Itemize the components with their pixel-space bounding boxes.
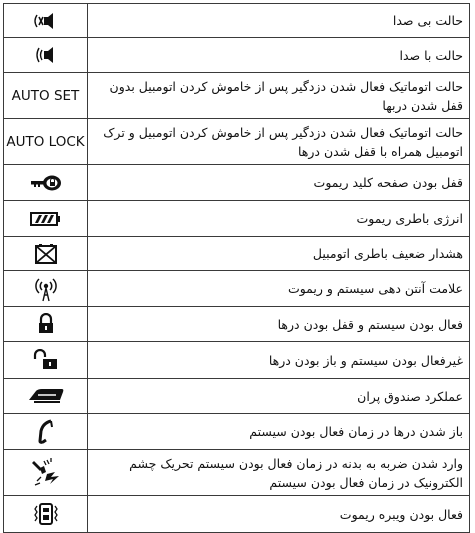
car-battery-warning-icon xyxy=(4,237,88,270)
row-description: انرژی باطری ریموت xyxy=(356,211,463,226)
remote-icon-legend-table xyxy=(3,3,470,533)
row-description: فعال بودن سیستم و قفل بودن درها xyxy=(277,316,463,332)
speaker-sound-icon xyxy=(4,38,88,72)
trunk-icon xyxy=(4,379,88,413)
table-row xyxy=(4,37,469,72)
table-row xyxy=(4,378,469,413)
table-row xyxy=(4,164,469,200)
speaker-muted-icon xyxy=(4,4,88,37)
row-description: حالت با صدا xyxy=(399,47,463,63)
antenna-icon xyxy=(4,271,88,306)
row-description: حالت اتوماتیک فعال شدن دزدگیر پس از خاموش کردن اتومبیل و ترک اتومبیل همراه با قفل شدن درها xyxy=(103,124,463,159)
row-description: عملکرد صندوق پران xyxy=(357,388,463,404)
key-lock-icon xyxy=(4,165,88,200)
row-description: حالت اتوماتیک فعال شدن دزدگیر پس از خاموش کردن اتومبیل بدون قفل شدن دربها xyxy=(109,78,463,113)
row-description: قفل بودن صفحه کلید ریموت xyxy=(313,175,463,190)
table-row xyxy=(4,236,469,270)
table-row xyxy=(4,118,469,164)
table-row xyxy=(4,449,469,495)
table-row xyxy=(4,200,469,236)
padlock-closed-icon xyxy=(4,307,88,341)
table-row xyxy=(4,270,469,306)
door-open-icon xyxy=(4,414,88,449)
row-description: غیرفعال بودن سیستم و باز بودن درها xyxy=(268,352,463,368)
shock-sensor-icon xyxy=(4,450,88,495)
remote-vibrate-icon xyxy=(4,496,88,532)
auto-lock-label: AUTO LOCK xyxy=(4,119,88,164)
table-row xyxy=(4,495,469,532)
row-description: وارد شدن ضربه به بدنه در زمان فعال بودن سیستم تحریک چشم الکترونیک در زمان فعال بودن سیستم xyxy=(129,455,463,490)
row-description: علامت آنتن دهی سیستم و ریموت xyxy=(287,281,463,296)
table-row xyxy=(4,413,469,449)
row-description: حالت بی صدا xyxy=(392,13,463,28)
table-row xyxy=(4,72,469,118)
row-description: هشدار ضعیف باطری اتومبیل xyxy=(312,246,463,261)
table-row xyxy=(4,341,469,378)
table-row xyxy=(4,4,469,37)
auto-set-label: AUTO SET xyxy=(4,73,88,118)
row-description: فعال بودن ویبره ریموت xyxy=(339,506,463,522)
table-row xyxy=(4,306,469,341)
row-description: باز شدن درها در زمان فعال بودن سیستم xyxy=(249,424,463,439)
battery-icon xyxy=(4,201,88,236)
padlock-open-icon xyxy=(4,342,88,378)
